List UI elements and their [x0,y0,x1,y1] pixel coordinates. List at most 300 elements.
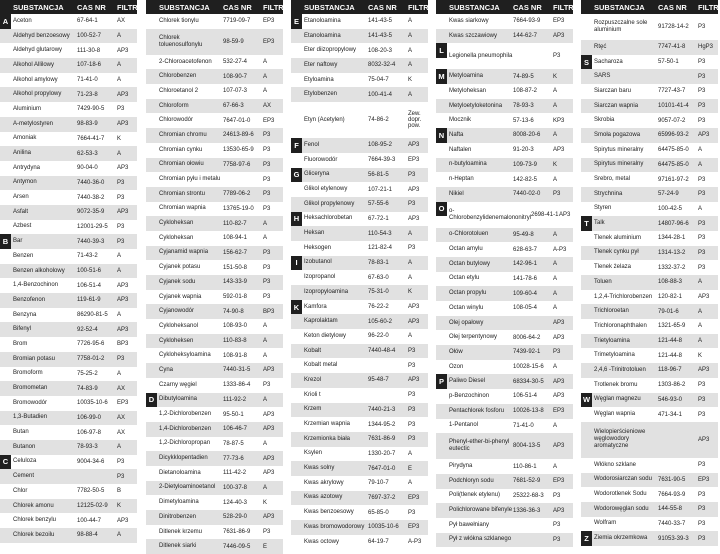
table-row [436,113,573,128]
cas-number: 86290-81-5 [77,312,108,319]
filter-type: P3 [408,245,416,252]
cas-number: 1314-13-2 [658,249,686,256]
substance-name: Styren [594,205,612,212]
cas-number: 107-18-6 [77,62,102,69]
table-row [0,484,137,499]
substance-name: Alkohol Allilowy [13,61,55,68]
table-row [581,172,718,187]
table-row [291,403,428,418]
substance-name: Chlorek amonu [13,502,54,509]
table-row [436,69,573,84]
substance-name: Czarny węgiel [159,381,197,388]
header-filter: FILTR [117,2,138,12]
filter-type: AX [117,385,126,392]
substance-name: Cykloheksan [159,220,194,227]
cas-number: 109-73-9 [513,161,538,168]
substance-name: Eter naftowy [304,61,338,68]
table-row [146,231,283,246]
cas-number: 74-90-8 [223,308,244,315]
cas-number: 95-48-7 [368,377,389,384]
cas-number: 74-89-5 [513,73,534,80]
substance-name: Ziemia okrzemkowa [594,535,648,542]
cas-number: 100-42-5 [658,205,683,212]
cas-number: 95-49-8 [513,231,534,238]
table-row [146,363,283,378]
cas-number: 1344-95-2 [368,421,396,428]
substance-name: Dietanoloamina [159,469,201,476]
table-row [146,29,283,55]
substance-name: Chlorek bezoilu [13,531,55,538]
table-row [291,270,428,285]
header-cas: CAS NR [77,2,106,12]
table-row [0,234,137,249]
cas-number: 7664-93-9 [658,491,686,498]
cas-number: 90-04-0 [77,165,98,172]
filter-type: P3 [698,191,706,198]
substance-name: Krzemionka biała [304,435,351,442]
substance-name: 2-Chloroacetofenon [159,58,212,65]
filter-type: P3 [263,205,271,212]
substance-name: Chromian wapnia [159,205,206,212]
filter-type: P3 [117,356,125,363]
filter-type: A [263,73,268,80]
substance-name: Izopropyloamina [304,288,349,295]
table-row [581,378,718,393]
cas-number: 142-82-5 [513,176,538,183]
substance-name: Talk [594,220,605,227]
table-row [291,461,428,476]
table-row [0,249,137,264]
header-substance: SUBSTANCJA [449,2,500,12]
substance-name: Asfalt [13,208,29,215]
table-row [581,14,718,40]
table-row [436,272,573,287]
cas-number: 7631-86-9 [223,529,251,536]
filter-type: AP3 [117,121,129,128]
filter-type: P3 [408,421,416,428]
table-row [436,459,573,474]
filter-type: A [698,338,703,345]
table-row [436,374,573,389]
table-row [581,517,718,532]
cas-number: 7446-09-5 [223,543,251,550]
filter-type: AP3 [553,147,565,154]
filter-type: A [117,150,122,157]
substance-name: Chloroform [159,102,189,109]
cas-number: 7440-36-0 [77,179,105,186]
table-row [0,469,137,484]
filter-type: A [117,444,122,451]
filter-type: P3 [698,382,706,389]
table-row [436,128,573,143]
cas-number: 7440-39-3 [77,238,105,245]
cas-number: 144-62-7 [513,33,538,40]
substance-name: Trimetyloamina [594,352,635,359]
filter-type: A [263,235,268,242]
filter-type: AP3 [263,426,275,433]
table-row [146,216,283,231]
table-row [436,14,573,29]
table-row [146,539,283,554]
filter-type: P3 [408,201,416,208]
cas-number: 12125-02-9 [77,503,108,510]
table-row [436,143,573,158]
substance-name: Sacharoza [594,58,623,65]
substance-name: Brom [13,340,28,347]
cas-number: 142-96-1 [513,261,538,268]
filter-type: K [117,135,122,142]
substance-name: Cyna [159,366,174,373]
cas-number: 7719-09-7 [223,18,251,25]
table-row [581,69,718,84]
filter-type: P3 [117,458,125,465]
cas-number: 108-20-3 [368,47,393,54]
header-cas: CAS NR [223,2,252,12]
substance-name: Dibutyloamina [159,396,198,403]
column-header [581,0,718,14]
table-row [146,290,283,305]
filter-type: A [117,62,122,69]
cas-number: 10026-13-8 [513,408,544,415]
substance-name: Strychnina [594,190,623,197]
substance-name: Ksylen [304,450,323,457]
cas-number: 144-55-8 [658,506,683,513]
table-row [0,411,137,426]
cas-number: 110-82-7 [223,220,247,227]
cas-number: 24613-89-6 [223,132,254,139]
cas-number: 106-51-4 [77,282,102,289]
substance-name: Metyloamina [449,73,484,80]
substance-name: Bar [13,238,23,245]
filter-type: AP3 [263,470,275,477]
filter-type: P3 [408,171,416,178]
cas-number: 7758-01-2 [77,356,105,363]
cas-number: 96-22-0 [368,333,389,340]
substance-name: Włókno szklane [594,461,637,468]
filter-type: P3 [263,147,271,154]
filter-type: AP3 [553,507,565,514]
table-row [291,58,428,73]
filter-type: P3 [698,59,706,66]
cas-number: 65996-93-2 [658,132,689,139]
table-row [291,520,428,535]
cas-number: 95-50-1 [223,411,244,418]
filter-type: EP3 [263,117,275,124]
table-row [581,304,718,319]
substance-name: Skrobia [594,117,615,124]
substance-name: Gliceryna [304,171,330,178]
substance-name: Metyloheksan [449,87,487,94]
substance-name: Bromometan [13,385,48,392]
header-substance: SUBSTANCJA [304,2,355,12]
cas-number: 7726-95-6 [77,341,105,348]
table-row [581,99,718,114]
substance-name: Heksan [304,230,325,237]
cas-number: 71-41-0 [513,422,534,429]
substance-name: Kobalt [304,347,322,354]
table-row [0,176,137,191]
filter-type: AP3 [117,91,129,98]
substance-name: Kamfora [304,303,327,310]
filter-type: BP3 [117,341,129,348]
table-row [146,275,283,290]
filter-type: EP3 [553,408,565,415]
cas-number: 97161-97-2 [658,176,689,183]
substance-name: Pył bawełniany [449,521,490,528]
table-row [581,393,718,408]
header-filter: FILTR [408,2,429,12]
header-cas: CAS NR [513,2,542,12]
filter-type: A [698,161,703,168]
table-row [436,330,573,345]
substance-name: Kwas szczawiowy [449,32,498,39]
cas-number: 9072-35-9 [77,209,105,216]
filter-type: P3 [263,294,271,301]
table-row [146,84,283,99]
letter-marker-b: B [0,234,11,249]
table-row [146,99,283,114]
table-row [146,525,283,540]
filter-type: A [263,338,268,345]
substance-name: Azbest [13,223,32,230]
filter-type: P3 [263,176,271,183]
table-row [291,102,428,138]
cas-number: 124-40-3 [223,499,248,506]
cas-number: 106-51-4 [513,393,538,400]
cas-number: 56-81-5 [368,171,389,178]
table-row [0,87,137,102]
substance-name: Chromian ołowiu [159,161,204,168]
substance-name: Dinitrobenzen [159,513,197,520]
table-row [581,407,718,422]
table-row [436,316,573,331]
table-row [291,168,428,183]
cas-number: 121-44-8 [658,338,683,345]
cas-number: 110-54-3 [368,230,392,237]
filter-type: AP3 [553,393,565,400]
cas-number: 106-97-8 [77,429,102,436]
table-row [0,367,137,382]
table-row [146,14,283,29]
table-row [0,161,137,176]
filter-type: AX [117,429,126,436]
table-row [436,404,573,419]
table-row [0,308,137,323]
cas-number: 7664-93-9 [513,18,541,25]
header-substance: SUBSTANCJA [159,2,210,12]
filter-type: KP3 [553,117,565,124]
substance-name: 1,2-Dichlorobenzen [159,411,212,418]
substance-name: Metyloetyloketonina [449,102,503,109]
substance-name: Etyn (Acetylen) [304,116,345,123]
filter-type: AP3 [553,33,565,40]
table-row [436,242,573,257]
filter-type: A [698,279,703,286]
cas-number: 119-61-9 [77,297,101,304]
table-row [291,329,428,344]
table-row [581,334,718,349]
substance-name: Keton dietylowy [304,332,347,339]
filter-type: A [263,440,268,447]
filter-type: BP3 [263,308,275,315]
column-1 [0,0,138,539]
filter-type: AP3 [117,282,129,289]
substance-name: 1-Pentanol [449,422,479,429]
substance-name: Benzofenon [13,296,46,303]
letter-marker-g: G [291,168,302,183]
filter-type: AP3 [263,455,275,462]
cas-number: 120-82-1 [658,294,683,301]
header-cas: CAS NR [658,2,687,12]
filter-type: A [553,290,558,297]
letter-marker-i: I [291,256,302,271]
filter-type: AP3 [559,211,571,218]
substance-name: Amoniak [13,135,37,142]
cas-number: 121-44-8 [658,352,683,359]
substance-name: Cykloheksan [159,234,194,241]
cas-number: 10028-15-6 [513,364,544,371]
table-row [581,458,718,473]
filter-type: P3 [698,235,706,242]
cas-number: 76-22-2 [368,304,389,311]
substance-name: Ołów [449,348,463,355]
table-row [0,58,137,73]
filter-type: A [553,88,558,95]
table-row [291,373,428,388]
cas-number: 8004-13-5 [513,443,541,450]
substance-name: Olej terpentynowy [449,334,498,341]
substance-name: o-Chlorobenzylidenemalononitryl [449,207,532,221]
table-row [581,275,718,290]
substance-name: Dimetyloamina [159,499,199,506]
filter-type: EP3 [408,494,420,501]
table-row [581,260,718,275]
substance-name: Krezol [304,376,322,383]
letter-marker-p: P [436,374,447,389]
cas-number: 67-64-1 [77,18,98,25]
table-row [146,172,283,187]
filter-type: A [408,47,413,54]
cas-number: 7440-02-0 [513,191,541,198]
table-row [581,55,718,70]
column-5 [581,0,719,544]
table-row [0,455,137,470]
cas-number: 7681-52-9 [513,478,541,485]
substance-name: Tlenek aluminium [594,234,642,241]
filter-type: AP3 [117,165,129,172]
cas-number: 64475-85-0 [658,161,689,168]
table-row [436,301,573,316]
filter-type: EP3 [553,478,565,485]
cas-number: 57-55-6 [368,201,389,208]
substance-name: Aldehyd benzoesowy [13,32,70,39]
substance-name: Phenyl-ether-bi-phenyl eutectic [449,439,510,453]
filter-type: AX [117,414,126,421]
table-row [146,143,283,158]
filter-type: A [263,396,268,403]
table-row [581,231,718,246]
cas-number: 7440-33-7 [658,520,686,527]
substance-name: Alkohol amylowy [13,76,58,83]
table-row [146,187,283,202]
cas-number: 57-13-6 [513,117,534,124]
filter-type: P3 [698,220,706,227]
substance-name: Trotlenek bromu [594,381,638,388]
table-row [146,55,283,70]
substance-name: Pentachlorek fosforu [449,407,505,414]
cas-number: 8006-64-2 [513,334,541,341]
substance-name: Glikol propylenowy [304,200,355,207]
cas-number: 121-82-4 [368,245,393,252]
table-row [146,202,283,217]
cas-number: 7664-41-7 [77,135,105,142]
table-row [146,393,283,408]
substance-name: 1,2-Dichloropropan [159,440,211,447]
substance-name: Krzem [304,406,322,413]
table-row [146,451,283,466]
filter-type: A [408,230,413,237]
letter-marker-w: W [581,393,592,408]
table-row [0,322,137,337]
cas-number: 111-30-8 [77,47,101,54]
filter-type: Zew. dopr. pow. [408,111,422,130]
filter-type: P3 [698,411,706,418]
filter-type: P3 [698,535,706,542]
cas-number: 7747-41-8 [658,44,686,51]
filter-type: P3 [698,249,706,256]
cas-number: 546-93-0 [658,396,683,403]
table-row [146,113,283,128]
filter-type: A [117,253,122,260]
table-row [146,69,283,84]
filter-type: A [553,463,558,470]
table-row [436,419,573,434]
substance-name: Polichlorowane bifenyle [449,507,513,514]
filter-type: P3 [117,238,125,245]
table-row [0,396,137,411]
letter-marker-z: Z [581,531,592,546]
cas-number: 2698-41-1 [531,211,559,218]
filter-type: P3 [698,462,706,469]
filter-type: P3 [408,436,416,443]
table-row [436,172,573,187]
substance-name: Srebro, metal [594,176,631,183]
substance-name: Izopropanol [304,274,336,281]
filter-type: E [408,465,413,472]
substance-name: Izobutanol [304,259,332,266]
cas-number: 68334-30-5 [513,378,544,385]
cas-number: 1336-36-3 [513,507,541,514]
substance-name: Benzen alkoholowy [13,267,65,274]
table-row [146,481,283,496]
filter-type: AP3 [408,377,420,384]
substance-name: A-metylostyren [13,120,54,127]
cas-number: 13530-65-9 [223,147,254,154]
table-row [291,182,428,197]
cas-number: 98-59-9 [223,38,244,45]
filter-type: P3 [553,522,561,529]
filter-type: AP3 [698,294,710,301]
substance-name: Bromoform [13,370,43,377]
filter-type: AP3 [698,132,710,139]
table-row [0,352,137,367]
filter-type: A [263,323,268,330]
table-row [436,202,573,228]
table-row [146,334,283,349]
substance-name: Benzyna [13,311,37,318]
filter-type: AP3 [408,142,420,149]
table-row [291,43,428,58]
